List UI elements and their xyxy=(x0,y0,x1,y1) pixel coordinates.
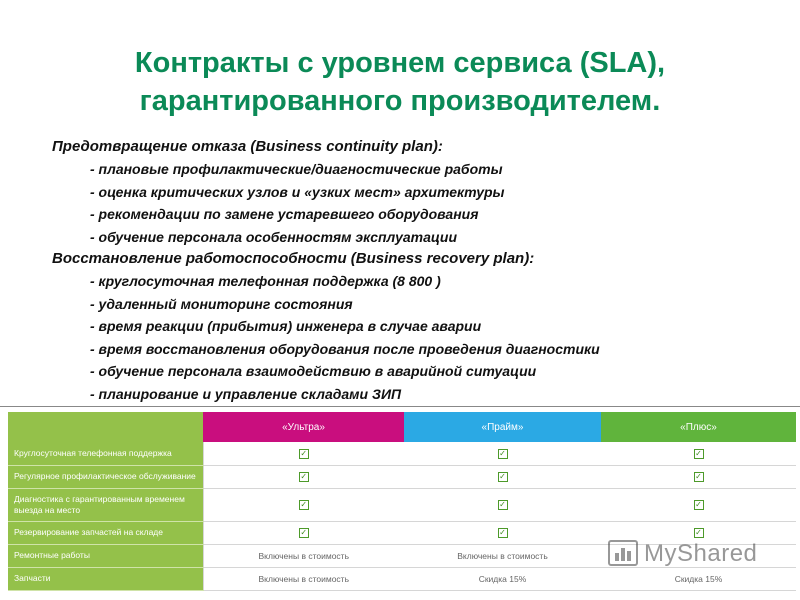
feature-label: Круглосуточная телефонная поддержка xyxy=(8,442,203,465)
cell-value: Включены в стоимость xyxy=(404,544,601,567)
checkbox-checked-icon: ✓ xyxy=(499,500,506,509)
cell-value: Включены в стоимость xyxy=(203,567,404,590)
section-heading-continuity: Предотвращение отказа (Business continuity plan): xyxy=(52,138,443,155)
feature-label: Ремонтные работы xyxy=(8,544,203,567)
list-item: - обучение персонала взаимодействию в аварийной ситуации xyxy=(90,363,537,379)
list-item: - оценка критических узлов и «узких мест» архитектуры xyxy=(90,183,505,200)
feature-label: Диагностика с гарантированным временем выезда на место xyxy=(8,488,203,521)
checkbox-checked-icon: ✓ xyxy=(695,472,702,481)
checkbox-checked-icon: ✓ xyxy=(300,500,308,509)
checkbox-checked-icon: ✓ xyxy=(499,528,506,537)
cell-value: Включены в стоимость xyxy=(203,544,404,567)
table-corner xyxy=(8,412,203,442)
continuity-list xyxy=(52,158,772,248)
table-row xyxy=(8,465,796,488)
watermark-text: MyShared xyxy=(644,540,758,567)
list-item: - время восстановления оборудования после проведения диагностики xyxy=(90,340,600,357)
presentation-board-icon xyxy=(608,540,638,566)
checkbox-checked-icon: ✓ xyxy=(300,472,308,481)
checkbox-checked-icon: ✓ xyxy=(695,528,702,537)
feature-label: Резервирование запчастей на складе xyxy=(8,521,203,544)
list-item: - круглосуточная телефонная поддержка (8 800 ) xyxy=(90,273,441,289)
recovery-list xyxy=(52,270,772,405)
checkbox-checked-icon: ✓ xyxy=(695,500,702,509)
section-heading-recovery: Восстановление работоспособности (Business recovery plan): xyxy=(52,250,535,267)
cell-value: Скидка 15% xyxy=(404,567,601,590)
list-item: - время реакции (прибытия) инженера в случае аварии xyxy=(90,318,482,334)
list-item: - обучение персонала особенностям эксплуатации xyxy=(90,228,458,245)
slide-title-line-2: гарантированного производителем. xyxy=(139,85,661,117)
slide-title xyxy=(0,44,800,120)
checkbox-checked-icon: ✓ xyxy=(300,448,308,458)
feature-label: Регулярное профилактическое обслуживание xyxy=(8,465,203,488)
column-header-plus: «Плюс» xyxy=(601,412,796,442)
divider xyxy=(0,406,800,407)
watermark xyxy=(608,538,768,570)
slide-title-line-1: Контракты с уровнем сервиса (SLA), xyxy=(134,47,666,79)
column-header-ultra: «Ультра» xyxy=(203,412,404,442)
column-header-prime: «Прайм» xyxy=(404,412,601,442)
list-item: - удаленный мониторинг состояния xyxy=(90,295,353,312)
table-row xyxy=(8,567,796,590)
feature-label: Запчасти xyxy=(8,567,203,590)
list-item: - планирование и управление складами ЗИП xyxy=(90,385,402,402)
list-item: - рекомендации по замене устаревшего оборудования xyxy=(90,206,479,222)
table-row xyxy=(8,488,796,521)
checkbox-checked-icon: ✓ xyxy=(499,448,506,458)
checkbox-checked-icon: ✓ xyxy=(300,528,308,537)
slide-content xyxy=(52,136,772,405)
cell-value: Скидка 15% xyxy=(601,567,796,590)
checkbox-checked-icon: ✓ xyxy=(695,448,702,458)
list-item: - плановые профилактические/диагностические работы xyxy=(90,161,503,177)
checkbox-checked-icon: ✓ xyxy=(499,472,506,481)
table-row xyxy=(8,442,796,465)
